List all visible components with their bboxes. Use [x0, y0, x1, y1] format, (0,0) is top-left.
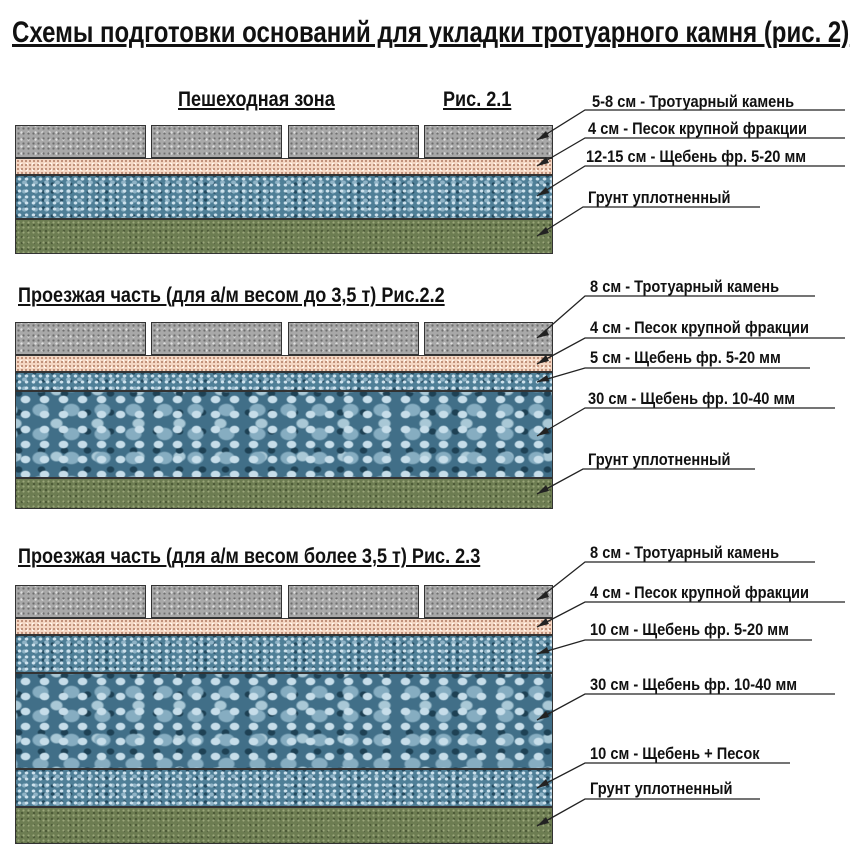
leader-arrow [537, 227, 549, 236]
scheme2-label-fine-gravel: 5 см - Щебень фр. 5-20 мм [590, 348, 781, 367]
leader-line [537, 368, 810, 382]
leader-arrow [537, 157, 549, 166]
leader-line [537, 408, 835, 436]
leader-arrow [537, 329, 549, 338]
leader-line [537, 694, 835, 720]
leader-line [537, 110, 845, 140]
page-title: Схемы подготовки оснований для укладки тротуарного камня (рис. 2) [12, 16, 850, 49]
scheme1-label-soil: Грунт уплотненный [588, 188, 731, 207]
leader-arrow [537, 187, 549, 196]
leader-arrow [537, 375, 549, 382]
scheme1-heading: Пешеходная зона [178, 88, 335, 111]
scheme1-label-gravel: 12-15 см - Щебень фр. 5-20 мм [586, 147, 807, 166]
leader-line [537, 166, 845, 196]
leader-arrow [537, 355, 549, 364]
leader-arrow [537, 817, 549, 826]
leader-line [537, 562, 815, 600]
scheme3-heading: Проезжая часть (для а/м весом более 3,5 т) Рис. 2.3 [18, 545, 481, 568]
scheme2-label-coarse-gravel: 30 см - Щебень фр. 10-40 мм [588, 389, 796, 408]
scheme3-label-soil: Грунт уплотненный [590, 779, 733, 798]
leader-arrow [537, 711, 549, 720]
scheme2-label-sand: 4 см - Песок крупной фракции [590, 318, 809, 337]
leader-arrow [537, 131, 549, 140]
leader-arrow [537, 779, 549, 788]
leader-line [537, 763, 790, 788]
leader-arrow [537, 618, 549, 627]
leader-line [537, 469, 755, 494]
scheme3-label-gravel-sand: 10 см - Щебень + Песок [590, 744, 760, 763]
leader-line [537, 602, 845, 627]
scheme3-label-paver: 8 см - Тротуарный камень [590, 543, 780, 562]
leader-line [537, 138, 845, 166]
scheme1-fig-label: Рис. 2.1 [443, 88, 512, 111]
scheme1-label-sand: 4 см - Песок крупной фракции [588, 119, 807, 138]
leader-line [537, 799, 760, 826]
scheme3-label-coarse-gravel: 30 см - Щебень фр. 10-40 мм [590, 675, 798, 694]
scheme2-heading: Проезжая часть (для а/м весом до 3,5 т) Рис.2.2 [18, 284, 445, 307]
leader-arrow [537, 647, 549, 654]
leader-line [537, 207, 760, 236]
scheme1-label-paver: 5-8 см - Тротуарный камень [592, 92, 795, 111]
leader-line [537, 296, 815, 338]
leader-line [537, 640, 812, 654]
leader-arrow [537, 427, 549, 436]
scheme2-label-soil: Грунт уплотненный [588, 450, 731, 469]
scheme3-label-fine-gravel: 10 см - Щебень фр. 5-20 мм [590, 620, 789, 639]
leader-line [537, 338, 845, 364]
scheme2-label-paver: 8 см - Тротуарный камень [590, 277, 780, 296]
scheme3-label-sand: 4 см - Песок крупной фракции [590, 583, 809, 602]
leader-arrow [537, 485, 549, 494]
